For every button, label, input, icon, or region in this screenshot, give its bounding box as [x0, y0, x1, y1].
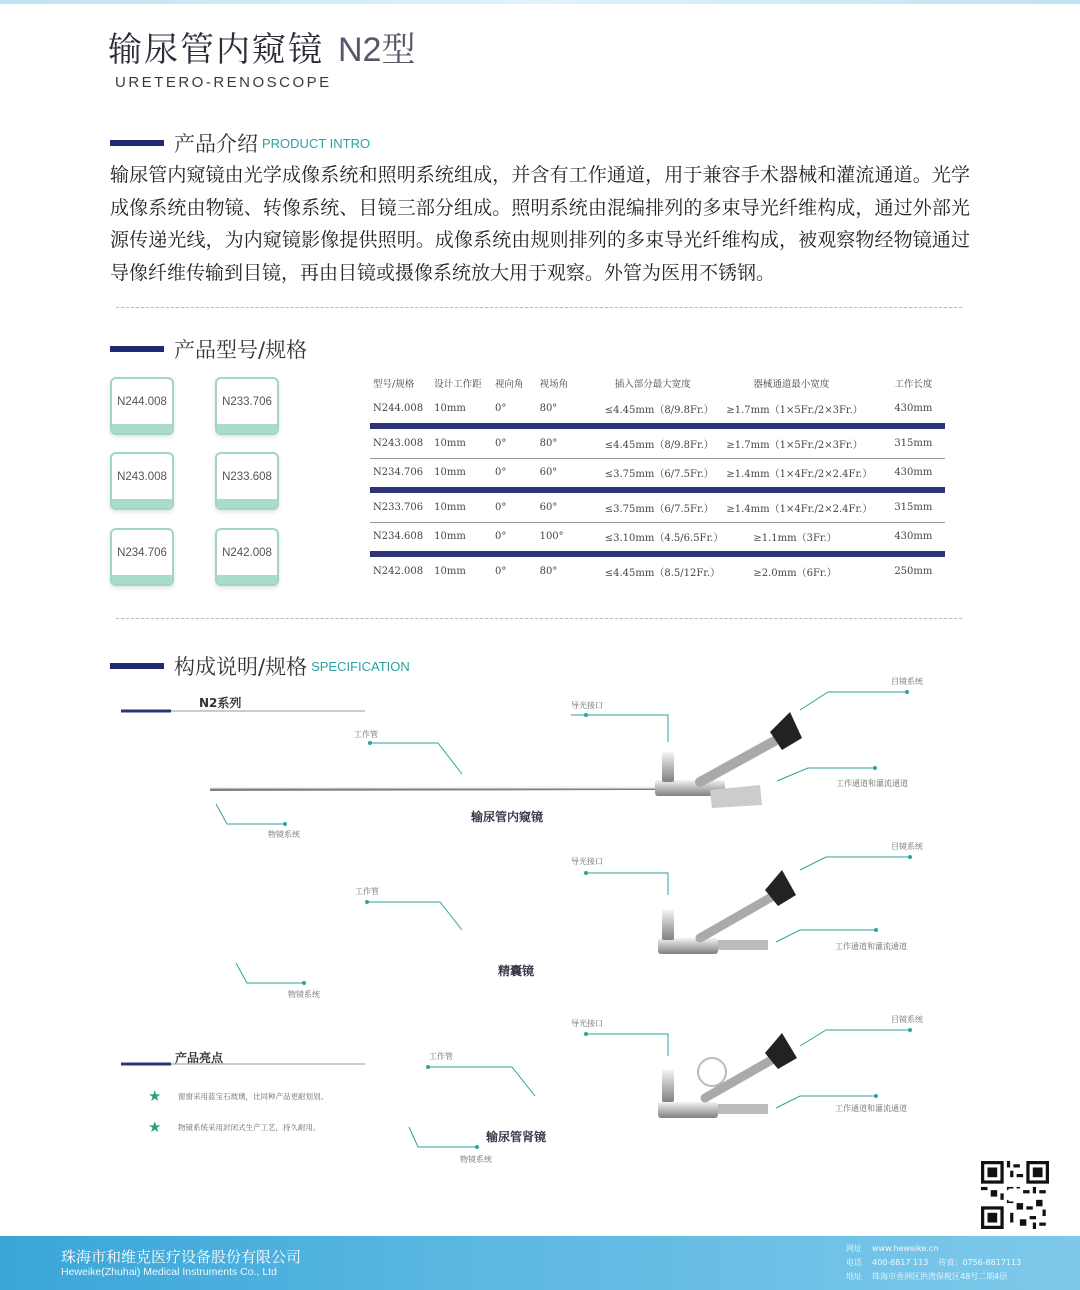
- table-cell: N243.008: [370, 426, 431, 458]
- table-cell: 430mm: [891, 458, 945, 490]
- table-cell: N233.706: [370, 490, 431, 522]
- section-models-title: 产品型号/规格: [174, 338, 308, 362]
- table-cell: 60°: [537, 458, 585, 490]
- highlight-item: [148, 1118, 321, 1136]
- label-channel: 工作通道和灌流通道: [835, 942, 907, 951]
- model-button-n234-706[interactable]: N234.706: [110, 528, 174, 586]
- model-button-n243-008[interactable]: N243.008: [110, 452, 174, 510]
- section-intro-title: 产品介绍: [174, 132, 258, 156]
- table-cell: N244.008: [370, 394, 431, 426]
- star-icon: ★: [148, 1118, 162, 1136]
- label-objective: 物镜系统: [288, 990, 320, 999]
- label-eyepiece: 目镜系统: [891, 1015, 923, 1024]
- intro-paragraph: 输尿管内窥镜由光学成像系统和照明系统组成，并含有工作通道，用于兼容手术器械和灌流通道。光学成像系统由物镜、转像系统、目镜三部分组成。照明系统由混编排列的多束导光纤维构成，通过外部光源传递光线，为内窥镜影像提供照明。成像系统由规则排列的多束导光纤维构成，被观察物经物镜通过导像纤维传输到目镜，再由目镜或摄像系统放大用于观察。外管为医用不锈钢。: [110, 164, 970, 284]
- web-label: 网址: [846, 1244, 862, 1253]
- table-cell: ≥1.7mm（1×5Fr./2×3Fr.）: [723, 394, 891, 426]
- title-model: N2型: [338, 31, 416, 69]
- col-header: 型号/规格: [373, 379, 415, 390]
- col-header: 插入部分最大宽度: [614, 379, 691, 390]
- table-cell: 60°: [537, 490, 585, 522]
- col-header: 器械通道最小宽度: [753, 379, 830, 390]
- section-spec-title: 构成说明/规格: [174, 655, 308, 679]
- star-icon: ★: [148, 1087, 162, 1105]
- web-url[interactable]: www.heweike.cn: [872, 1244, 939, 1253]
- table-cell: 10mm: [431, 394, 492, 426]
- company-name-cn: 珠海市和维克医疗设备股份有限公司: [61, 1248, 302, 1266]
- footer-phone: [846, 1257, 1021, 1268]
- section-spec-title-en: SPECIFICATION: [311, 658, 410, 674]
- address: 珠海市香洲区洪湾保税区48号二期4层: [872, 1272, 1008, 1281]
- label-light-port: 导光接口: [571, 1019, 603, 1028]
- table-cell: 250mm: [894, 566, 933, 577]
- title-cn: 输尿管内窥镜: [108, 30, 324, 70]
- model-button-n244-008[interactable]: N244.008: [110, 377, 174, 435]
- model-button-n233-608[interactable]: N233.608: [215, 452, 279, 510]
- col-header: 视场角: [539, 379, 569, 390]
- table-cell: 10mm: [431, 490, 492, 522]
- label-eyepiece: 目镜系统: [891, 842, 923, 851]
- footer: [0, 1236, 1080, 1290]
- table-cell: ≤3.75mm（6/7.5Fr.）: [585, 458, 724, 490]
- table-cell: 0°: [492, 490, 537, 522]
- highlights-title: 产品亮点: [175, 1051, 224, 1065]
- label-objective: 物镜系统: [460, 1155, 492, 1164]
- table-cell: ≤3.75mm（6/7.5Fr.）: [585, 490, 724, 522]
- scope-1-drawing: [210, 712, 802, 808]
- model-button-n242-008[interactable]: N242.008: [215, 528, 279, 586]
- qr-code: [981, 1161, 1049, 1229]
- fax-number: 0756-8817113: [962, 1258, 1022, 1267]
- table-cell: ≥1.7mm（1×5Fr./2×3Fr.）: [723, 426, 891, 458]
- table-cell: 430mm: [891, 394, 945, 426]
- col-header: 视向角: [495, 379, 524, 390]
- table-cell: 0°: [492, 522, 537, 554]
- table-cell: 80°: [539, 566, 558, 577]
- table-cell: 0°: [495, 566, 507, 577]
- table-cell: 10mm: [434, 566, 466, 577]
- scope-3-drawing: [395, 1033, 797, 1118]
- label-channel: 工作通道和灌流通道: [836, 779, 908, 788]
- scope-2-drawing: [228, 870, 796, 954]
- table-cell: 100°: [537, 522, 585, 554]
- table-cell: N242.008: [373, 566, 424, 577]
- section-intro-title-en: PRODUCT INTRO: [262, 135, 371, 151]
- highlight-item: [148, 1087, 328, 1105]
- label-work-tube: 工作管: [429, 1052, 453, 1061]
- tel-number: 400-8817 113: [872, 1258, 929, 1267]
- highlight-text: 窗窗采用蓝宝石玻璃，比同种产品更耐划划。: [178, 1091, 328, 1101]
- table-cell: ≥1.1mm（3Fr.）: [723, 522, 891, 554]
- label-channel: 工作通道和灌流通道: [835, 1104, 907, 1113]
- table-cell: ≥1.4mm（1×4Fr./2×2.4Fr.）: [723, 490, 891, 522]
- col-header: 设计工作距: [434, 379, 482, 390]
- table-cell: 80°: [537, 426, 585, 458]
- addr-label: 地址: [846, 1272, 862, 1281]
- scope-name-ureterorenoscope: 输尿管肾镜: [486, 1130, 547, 1144]
- table-cell: 0°: [492, 458, 537, 490]
- label-objective: 物镜系统: [268, 830, 300, 839]
- scope-name-seminal-vesiculoscope: 精囊镜: [498, 964, 535, 978]
- scope-3-callouts: [409, 1030, 910, 1147]
- footer-address: [846, 1271, 1007, 1282]
- label-eyepiece: 目镜系统: [891, 677, 923, 686]
- table-cell: ≥1.4mm（1×4Fr./2×2.4Fr.）: [723, 458, 891, 490]
- table-cell: 315mm: [891, 426, 945, 458]
- table-cell: 315mm: [891, 490, 945, 522]
- table-cell: 430mm: [891, 522, 945, 554]
- table-cell: ≤4.45mm（8.5/12Fr.）: [604, 568, 721, 579]
- label-work-tube: 工作管: [354, 730, 378, 739]
- table-cell: ≤4.45mm（8/9.8Fr.）: [585, 426, 724, 458]
- footer-web: [846, 1243, 938, 1254]
- label-work-tube: 工作管: [355, 887, 379, 896]
- tel-label: 电话: [846, 1258, 862, 1267]
- table-cell: 80°: [537, 394, 585, 426]
- table-cell: N234.706: [370, 458, 431, 490]
- highlight-text: 物镜系统采用封闭式生产工艺，持久耐用。: [178, 1122, 321, 1132]
- scope-2-callouts: [236, 857, 910, 983]
- table-cell: 10mm: [431, 522, 492, 554]
- scope-1-callouts: [216, 692, 907, 824]
- table-cell: N234.608: [370, 522, 431, 554]
- scope-name-ureteroscope: 输尿管内窥镜: [471, 810, 544, 824]
- model-button-n233-706[interactable]: N233.706: [215, 377, 279, 435]
- table-cell: 0°: [492, 426, 537, 458]
- company-name-en: Heweike(Zhuhai) Medical Instruments Co., Ltd: [61, 1266, 277, 1278]
- label-light-port: 导光接口: [571, 857, 603, 866]
- fax-label: 传真：: [938, 1258, 963, 1267]
- page-subtitle: URETERO-RENOSCOPE: [115, 74, 332, 91]
- table-cell: 10mm: [431, 426, 492, 458]
- table-cell: 10mm: [431, 458, 492, 490]
- table-cell: ≥2.0mm（6Fr.）: [753, 568, 837, 579]
- col-header: 工作长度: [894, 379, 933, 390]
- table-cell: ≤3.10mm（4.5/6.5Fr.）: [585, 522, 724, 554]
- label-light-port: 导光接口: [571, 701, 603, 710]
- table-cell: 0°: [492, 394, 537, 426]
- table-cell: ≤4.45mm（8/9.8Fr.）: [585, 394, 724, 426]
- series-title: N2系列: [199, 696, 242, 710]
